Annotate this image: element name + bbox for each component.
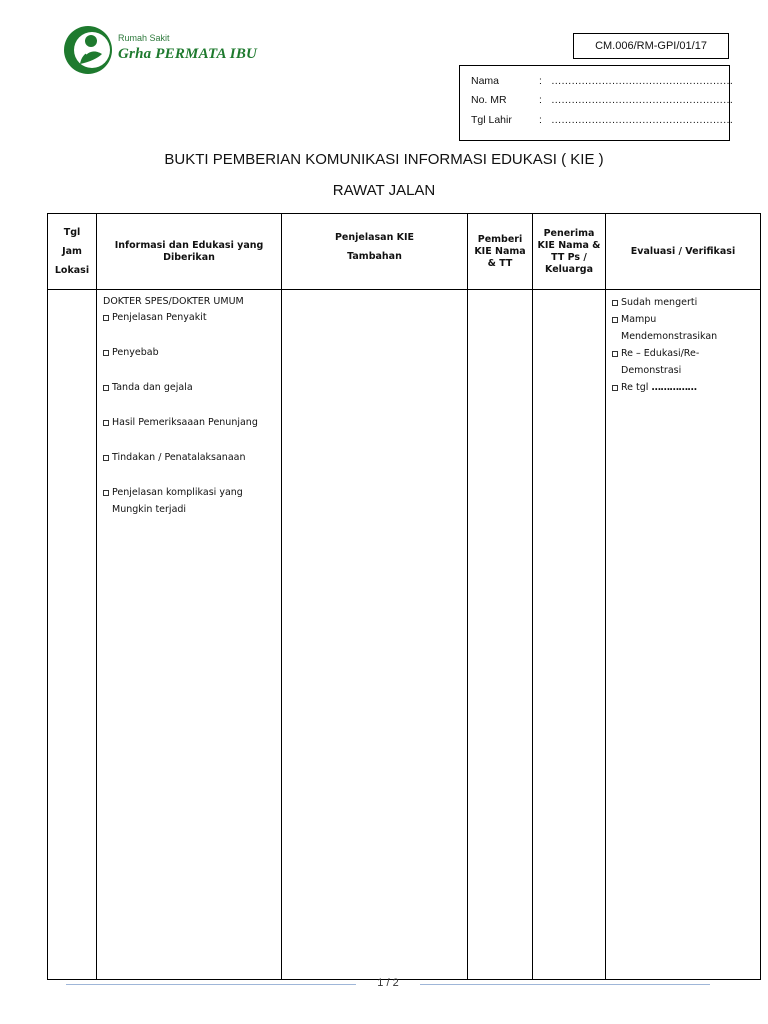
eval-item-re-edukasi[interactable]: Re – Edukasi/Re- xyxy=(612,345,754,362)
info-item-tindakan[interactable]: Tindakan / Penatalaksanaan xyxy=(103,449,275,466)
header-penjelasan-line1: Penjelasan KIE xyxy=(334,232,415,243)
document-subtitle: RAWAT JALAN xyxy=(332,182,436,199)
header-penjelasan xyxy=(282,214,468,290)
eval-item-mampu-cont: Mendemonstrasikan xyxy=(621,331,718,342)
info-heading: DOKTER SPES/DOKTER UMUM xyxy=(103,296,244,307)
header-evaluasi xyxy=(606,214,761,290)
checkbox-icon[interactable] xyxy=(612,351,618,357)
info-item-tanda-gejala[interactable]: Tanda dan gejala xyxy=(103,379,275,396)
patient-mr-label: No. MR xyxy=(471,94,507,106)
checkbox-icon[interactable] xyxy=(612,385,618,391)
checkbox-icon[interactable] xyxy=(103,315,109,321)
info-item-penyakit[interactable]: Penjelasan Penyakit xyxy=(103,309,275,326)
eval-item-sudah-mengerti[interactable]: Sudah mengerti xyxy=(612,294,754,311)
patient-dob-field[interactable]: ……………………………………………… xyxy=(551,114,733,126)
hospital-logo-icon xyxy=(62,24,114,76)
cell-evaluasi xyxy=(606,290,761,980)
header-pemberi-label: Pemberi KIE Nama & TT xyxy=(474,233,526,269)
header-evaluasi-label: Evaluasi / Verifikasi xyxy=(630,245,736,257)
re-tgl-field[interactable]: …………… xyxy=(651,382,697,393)
checkbox-icon[interactable] xyxy=(612,300,618,306)
checkbox-icon[interactable] xyxy=(103,350,109,356)
header-informasi-label: Informasi dan Edukasi yang Diberikan xyxy=(114,239,264,263)
info-item-komplikasi-cont: Mungkin terjadi xyxy=(112,504,187,515)
header-jam: Jam xyxy=(62,246,82,257)
cell-penerima[interactable] xyxy=(533,290,606,980)
header-tgl-jam-lokasi xyxy=(48,214,97,290)
checkbox-icon[interactable] xyxy=(612,317,618,323)
header-informasi xyxy=(97,214,282,290)
patient-mr-colon: : xyxy=(539,94,542,106)
patient-dob-colon: : xyxy=(539,114,542,126)
footer-divider-right xyxy=(420,984,710,985)
document-title: BUKTI PEMBERIAN KOMUNIKASI INFORMASI EDUKASI ( KIE ) xyxy=(164,151,604,168)
info-item-komplikasi[interactable]: Penjelasan komplikasi yang xyxy=(103,484,275,501)
patient-name-field[interactable]: ……………………………………………… xyxy=(551,75,733,87)
patient-mr-field[interactable]: ……………………………………………… xyxy=(551,94,733,106)
kie-table xyxy=(47,213,761,980)
eval-item-re-tgl[interactable]: Re tgl …………… xyxy=(612,379,754,396)
info-item-penyebab[interactable]: Penyebab xyxy=(103,344,275,361)
patient-name-label: Nama xyxy=(471,75,500,87)
cell-penjelasan-tambahan[interactable] xyxy=(282,290,468,980)
table-header-row xyxy=(48,214,761,290)
cell-tgl-jam-lokasi[interactable] xyxy=(48,290,97,980)
checkbox-icon[interactable] xyxy=(103,490,109,496)
header-lokasi: Lokasi xyxy=(54,265,90,276)
table-row xyxy=(48,290,761,980)
patient-dob-label: Tgl Lahir xyxy=(471,114,512,126)
logo-title: Grha PERMATA IBU xyxy=(118,46,258,62)
eval-item-re-edukasi-cont: Demonstrasi xyxy=(621,365,682,376)
page-number: 1 / 2 xyxy=(377,977,399,989)
header-penerima-label: Penerima KIE Nama & TT Ps / Keluarga xyxy=(537,227,601,275)
footer-divider-left xyxy=(66,984,356,985)
hospital-logo xyxy=(62,24,302,76)
info-item-hasil-pemeriksaan[interactable]: Hasil Pemeriksaaan Penunjang xyxy=(103,414,275,431)
cell-informasi xyxy=(97,290,282,980)
checkbox-icon[interactable] xyxy=(103,385,109,391)
logo-subtitle: Rumah Sakit xyxy=(118,33,170,43)
document-code: CM.006/RM-GPI/01/17 xyxy=(573,33,729,59)
header-tgl: Tgl xyxy=(63,227,81,238)
header-penjelasan-line2: Tambahan xyxy=(347,251,402,262)
checkbox-icon[interactable] xyxy=(103,420,109,426)
patient-name-colon: : xyxy=(539,75,542,87)
header-penerima xyxy=(533,214,606,290)
eval-item-mampu[interactable]: Mampu xyxy=(612,311,754,328)
cell-pemberi[interactable] xyxy=(468,290,533,980)
patient-info-box xyxy=(459,65,733,141)
header-pemberi xyxy=(468,214,533,290)
checkbox-icon[interactable] xyxy=(103,455,109,461)
